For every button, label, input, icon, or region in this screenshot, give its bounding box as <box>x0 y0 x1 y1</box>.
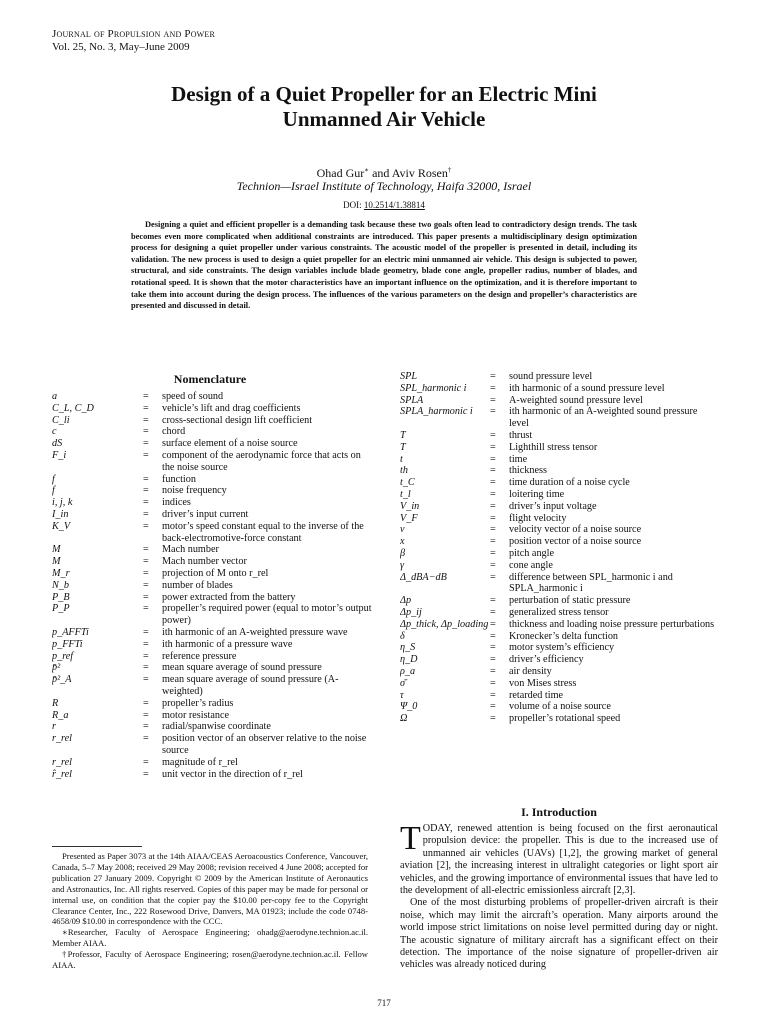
nomenclature-entry <box>52 651 372 663</box>
nomenclature-symbol: t <box>400 453 403 465</box>
equals-sign: = <box>490 394 496 406</box>
nomenclature-symbol: SPLA <box>400 394 424 406</box>
nomenclature-symbol: P_B <box>52 591 70 603</box>
nomenclature-symbol: t_C <box>400 477 415 489</box>
nomenclature-entry <box>400 430 718 442</box>
nomenclature-symbol: R <box>52 697 59 709</box>
nomenclature-symbol: th <box>400 465 408 477</box>
footnote-author-1: ∗Researcher, Faculty of Aerospace Engineering; ohadg@aerodyne.technion.ac.il. Member AIAA. <box>52 927 368 949</box>
introduction-text <box>400 820 718 972</box>
doi-link[interactable]: 10.2514/1.38814 <box>363 200 425 210</box>
nomenclature-entry <box>400 595 718 607</box>
nomenclature-symbol: τ <box>400 689 404 701</box>
nomenclature-entry <box>52 568 372 580</box>
nomenclature-entry <box>52 497 372 509</box>
journal-issue: Vol. 25, No. 3, May–June 2009 <box>52 41 190 53</box>
nomenclature-definition: Kronecker’s delta function <box>509 630 619 642</box>
nomenclature-entry <box>52 403 372 415</box>
nomenclature-definition: number of blades <box>162 579 233 591</box>
nomenclature-entry <box>52 627 372 639</box>
equals-sign: = <box>490 524 496 536</box>
nomenclature-definition: propeller’s radius <box>162 697 234 709</box>
nomenclature-entry <box>52 757 372 769</box>
equals-sign: = <box>490 465 496 477</box>
equals-sign: = <box>143 567 149 579</box>
nomenclature-definition: motor system’s efficiency <box>509 642 615 654</box>
nomenclature-entry <box>400 560 718 572</box>
title-line-2: Unmanned Air Vehicle <box>282 107 486 131</box>
nomenclature-entry <box>52 474 372 486</box>
nomenclature-definition: mean square average of sound pressure <box>162 662 322 674</box>
equals-sign: = <box>143 508 149 520</box>
nomenclature-entry <box>400 371 718 383</box>
nomenclature-symbol: C_li <box>52 414 70 426</box>
equals-sign: = <box>143 709 149 721</box>
nomenclature-entry <box>52 603 372 627</box>
equals-sign: = <box>143 721 149 733</box>
equals-sign: = <box>490 654 496 666</box>
equals-sign: = <box>490 488 496 500</box>
nomenclature-symbol: v <box>400 524 405 536</box>
author-1: Ohad Gur <box>316 166 365 180</box>
nomenclature-definition: air density <box>509 665 552 677</box>
nomenclature-symbol: V_in <box>400 500 420 512</box>
equals-sign: = <box>490 382 496 394</box>
nomenclature-symbol: β <box>400 547 406 559</box>
nomenclature-symbol: t_l <box>400 488 411 500</box>
equals-sign: = <box>143 756 149 768</box>
nomenclature-definition: component of the aerodynamic force that acts on the noise source <box>162 449 361 473</box>
nomenclature-symbol: M <box>52 556 61 568</box>
nomenclature-entry <box>400 713 718 725</box>
intro-paragraph-1: ODAY, renewed attention is being focused on the first aeronautical propulsion device: the propeller. This is due to the increased use of unmanned air vehicles (UAVs) [1,2], the growing market of general aviation [2], the increasing interest in ultralight categories or light sport air vehicles, and the growing importance of environmental issues that have led to the development of all-electric emissionless aircraft [2,3]. <box>400 823 718 897</box>
nomenclature-entry <box>52 485 372 497</box>
nomenclature-symbol: T <box>400 429 406 441</box>
equals-sign: = <box>143 414 149 426</box>
nomenclature-symbol: Ω <box>400 713 408 725</box>
nomenclature-entry <box>400 678 718 690</box>
nomenclature-symbol: F_i <box>52 449 67 461</box>
nomenclature-symbol: K_V <box>52 520 71 532</box>
nomenclature-symbol: V_F <box>400 512 418 524</box>
nomenclature-symbol: Ψ_0 <box>400 701 418 713</box>
nomenclature-symbol: i, j, k <box>52 497 73 509</box>
intro-paragraph-2: One of the most disturbing problems of propeller-driven aircraft is their noise, which may limit the aircraft’s operation. Many airports around the world impose strict limitations on noise level permitted during day or night. The acoustic signature of military aircraft has a significant effect on their detection. The importance of the noise signature of propeller-driven air vehicles was already noticed during <box>400 897 718 971</box>
nomenclature-entry <box>400 654 718 666</box>
equals-sign: = <box>143 768 149 780</box>
nomenclature-definition: reference pressure <box>162 650 237 662</box>
nomenclature-definition: flight velocity <box>509 512 567 524</box>
nomenclature-definition: ith harmonic of an A-weighted pressure wave <box>162 626 348 638</box>
drop-cap: T <box>400 820 421 857</box>
nomenclature-heading: Nomenclature <box>173 372 247 386</box>
nomenclature-definition: velocity vector of a noise source <box>509 524 642 536</box>
nomenclature-entry <box>400 442 718 454</box>
nomenclature-symbol: x <box>400 536 405 548</box>
nomenclature-definition: indices <box>162 497 191 509</box>
equals-sign: = <box>143 438 149 450</box>
nomenclature-entry <box>400 395 718 407</box>
nomenclature-definition: driver’s input voltage <box>509 500 597 512</box>
nomenclature-symbol: a <box>52 391 58 402</box>
equals-sign: = <box>490 477 496 489</box>
nomenclature-entry <box>400 666 718 678</box>
nomenclature-entry <box>400 383 718 395</box>
nomenclature-entry <box>52 710 372 722</box>
equals-sign: = <box>143 626 149 638</box>
equals-sign: = <box>490 536 496 548</box>
nomenclature-symbol: p_ref <box>52 650 74 662</box>
nomenclature-definition: retarded time <box>509 689 564 701</box>
equals-sign: = <box>490 595 496 607</box>
nomenclature-definition: sound pressure level <box>509 371 593 382</box>
nomenclature-definition: thrust <box>509 429 533 441</box>
nomenclature-entry <box>400 489 718 501</box>
nomenclature-definition: time duration of a noise cycle <box>509 477 630 489</box>
nomenclature-entry <box>52 391 372 403</box>
nomenclature-definition: propeller’s rotational speed <box>509 713 621 725</box>
title-line-1: Design of a Quiet Propeller for an Electric Mini <box>171 82 597 106</box>
nomenclature-symbol: C_L, C_D <box>52 402 94 414</box>
nomenclature-entry <box>52 415 372 427</box>
nomenclature-definition: thickness and loading noise pressure perturbations <box>509 618 715 630</box>
nomenclature-symbol: T <box>400 441 406 453</box>
equals-sign: = <box>143 674 149 686</box>
equals-sign: = <box>490 371 496 382</box>
nomenclature-symbol: SPL <box>400 371 417 382</box>
nomenclature-definition: pitch angle <box>509 547 554 559</box>
nomenclature-definition: unit vector in the direction of r_rel <box>162 768 303 780</box>
nomenclature-symbol: γ <box>400 559 405 571</box>
nomenclature-definition: motor resistance <box>162 709 230 721</box>
equals-sign: = <box>490 630 496 642</box>
equals-sign: = <box>143 579 149 591</box>
equals-sign: = <box>490 677 496 689</box>
nomenclature-entry <box>400 501 718 513</box>
equals-sign: = <box>490 571 496 583</box>
nomenclature-symbol: Δp_ij <box>400 606 422 618</box>
equals-sign: = <box>490 406 496 418</box>
nomenclature-entry <box>400 513 718 525</box>
equals-sign: = <box>490 512 496 524</box>
equals-sign: = <box>490 547 496 559</box>
equals-sign: = <box>490 429 496 441</box>
nomenclature-symbol: r_rel <box>52 733 72 745</box>
doi <box>60 200 708 210</box>
nomenclature-definition: position vector of an observer relative to the noise source <box>162 733 367 756</box>
footnote-author-2: †Professor, Faculty of Aerospace Engineering; rosen@aerodyne.technion.ac.il. Fellow AIAA. <box>52 949 368 971</box>
nomenclature-definition: chord <box>162 426 186 438</box>
nomenclature-symbol: N_b <box>52 579 69 591</box>
nomenclature-entry <box>52 674 372 698</box>
nomenclature-symbol: f <box>52 473 55 485</box>
nomenclature-symbol: P_P <box>52 603 70 615</box>
equals-sign: = <box>490 642 496 654</box>
nomenclature-symbol: M_r <box>52 567 70 579</box>
nomenclature-symbol: Δp_thick, Δp_loading <box>400 618 489 630</box>
footnote-presented: Presented as Paper 3073 at the 14th AIAA/CEAS Aeroacoustics Conference, Vancouver, Canada, 5–7 May 2008; received 29 May 2008; revision received 4 June 2008; accepted for publication 27 January 2009. Copyright © 2009 by the American Institute of Aeronautics and Astronautics, Inc. All rights reserved. Copies of this paper may be made for personal or internal use, on condition that the copier pay the $10.00 per-copy fee to the Copyright Clearance Center, Inc., 222 Rosewood Drive, Danvers, MA 01923; include the code 0748-4658/09 $10.00 in correspondence with the CCC. <box>52 851 368 927</box>
nomenclature-symbol: f <box>52 485 55 497</box>
equals-sign: = <box>490 701 496 713</box>
nomenclature-symbol: Δ_dBA−dB <box>400 571 447 583</box>
nomenclature-symbol: Δp <box>400 595 412 607</box>
paper-title <box>60 82 708 132</box>
author-2: Aviv Rosen <box>391 166 448 180</box>
nomenclature-definition: ith harmonic of a sound pressure level <box>509 382 665 394</box>
nomenclature-definition: difference between SPL_harmonic i and SPLA_harmonic i <box>509 571 673 595</box>
nomenclature-entry <box>52 544 372 556</box>
equals-sign: = <box>490 689 496 701</box>
nomenclature-entry <box>52 639 372 651</box>
nomenclature-entry <box>400 631 718 643</box>
equals-sign: = <box>490 665 496 677</box>
affiliation: Technion—Israel Institute of Technology, Haifa 32000, Israel <box>236 179 532 193</box>
nomenclature-definition: generalized stress tensor <box>509 606 609 618</box>
nomenclature-symbol: R_a <box>52 709 69 721</box>
nomenclature-definition: surface element of a noise source <box>162 438 298 450</box>
nomenclature-definition: ith harmonic of an A-weighted sound pressure level <box>509 406 698 430</box>
equals-sign: = <box>490 618 496 630</box>
nomenclature-entry <box>52 509 372 521</box>
nomenclature-entry <box>400 690 718 702</box>
equals-sign: = <box>143 638 149 650</box>
nomenclature-definition: thickness <box>509 465 547 477</box>
nomenclature-definition: noise frequency <box>162 485 227 497</box>
nomenclature-definition: driver’s input current <box>162 508 249 520</box>
nomenclature-definition: ith harmonic of a pressure wave <box>162 638 293 650</box>
nomenclature-definition: volume of a noise source <box>509 701 611 713</box>
nomenclature-entry <box>52 721 372 733</box>
nomenclature-entry <box>52 662 372 674</box>
nomenclature-definition: mean square average of sound pressure (A-weighted) <box>162 674 339 697</box>
nomenclature-entry <box>52 450 372 474</box>
equals-sign: = <box>143 650 149 662</box>
author-2-mark[interactable]: † <box>447 166 452 174</box>
nomenclature-symbol: η_S <box>400 642 416 654</box>
nomenclature-entry <box>52 769 372 781</box>
nomenclature-entry <box>52 556 372 568</box>
equals-sign: = <box>143 485 149 497</box>
nomenclature-entry <box>400 536 718 548</box>
nomenclature-definition: von Mises stress <box>509 677 577 689</box>
nomenclature-symbol: η_D <box>400 654 418 666</box>
nomenclature-entry <box>52 592 372 604</box>
nomenclature-definition: Mach number vector <box>162 556 247 568</box>
equals-sign: = <box>490 559 496 571</box>
nomenclature-definition: Mach number <box>162 544 219 556</box>
nomenclature-definition: perturbation of static pressure <box>509 595 631 607</box>
nomenclature-definition: Lighthill stress tensor <box>509 441 598 453</box>
nomenclature-left <box>52 391 372 780</box>
nomenclature-definition: time <box>509 453 528 465</box>
nomenclature-symbol: SPL_harmonic i <box>400 382 467 394</box>
equals-sign: = <box>143 520 149 532</box>
nomenclature-definition: cross-sectional design lift coefficient <box>162 414 313 426</box>
journal-name: Journal of Propulsion and Power <box>52 28 216 40</box>
nomenclature-symbol: p_AFFTi <box>52 626 89 638</box>
nomenclature-entry <box>400 524 718 536</box>
nomenclature-symbol: r̂_rel <box>52 768 72 780</box>
footnote-rule <box>52 846 142 847</box>
equals-sign: = <box>490 453 496 465</box>
nomenclature-definition: cone angle <box>509 559 553 571</box>
abstract: Designing a quiet and efficient propeller is a demanding task because these two goals often lead to contradictory design trends. The task becomes even more complicated when additional constraints are introduced. This paper presents a multidisciplinary design optimization process for designing a quiet propeller under various constraints. The acoustic model of the propeller is presented in detail, including its validation. The new process is used to design a quiet propeller for an electric mini unmanned air vehicle. This design is subjected to power, structural, and side constraints. The design variables include blade geometry, blade cone angle, propeller radius, number of blades, and rotational speed. It is shown that the motor characteristics have an important influence on the optimization, and it is therefore important to take them into account during the design process. The influences of the various parameters on the design and propeller’s characteristics are presented and discussed in detail. <box>131 220 637 311</box>
equals-sign: = <box>143 391 149 402</box>
nomenclature-definition: loitering time <box>509 488 565 500</box>
page-number: 717 <box>377 998 391 1008</box>
nomenclature-entry <box>400 477 718 489</box>
equals-sign: = <box>143 402 149 414</box>
equals-sign: = <box>490 441 496 453</box>
nomenclature-entry <box>52 733 372 757</box>
nomenclature-definition: propeller’s required power (equal to motor’s output power) <box>162 603 372 627</box>
nomenclature-symbol: p̄²_A <box>52 674 72 686</box>
nomenclature-symbol: SPLA_harmonic i <box>400 406 473 418</box>
nomenclature-definition: power extracted from the battery <box>162 591 296 603</box>
equals-sign: = <box>490 713 496 725</box>
nomenclature-symbol: I_in <box>52 508 69 520</box>
nomenclature-symbol: r <box>52 721 56 733</box>
nomenclature-symbol: r_rel <box>52 756 72 768</box>
nomenclature-entry <box>400 548 718 560</box>
nomenclature-entry <box>400 607 718 619</box>
nomenclature-definition: motor’s speed constant equal to the inverse of the back-electromotive-force constant <box>162 520 364 544</box>
nomenclature-definition: vehicle’s lift and drag coefficients <box>162 402 301 414</box>
equals-sign: = <box>143 733 149 745</box>
nomenclature-symbol: δ <box>400 630 405 642</box>
nomenclature-definition: speed of sound <box>162 391 224 402</box>
nomenclature-entry <box>400 454 718 466</box>
authors-and: and <box>369 166 392 180</box>
nomenclature-symbol: dS <box>52 438 63 450</box>
nomenclature-entry <box>400 572 718 596</box>
footnotes <box>52 851 368 971</box>
journal-header <box>52 28 215 54</box>
equals-sign: = <box>143 603 149 615</box>
equals-sign: = <box>143 697 149 709</box>
nomenclature-entry <box>400 619 718 631</box>
nomenclature-entry <box>400 406 718 430</box>
nomenclature-symbol: ρ_a <box>400 665 416 677</box>
equals-sign: = <box>143 544 149 556</box>
nomenclature-entry <box>400 642 718 654</box>
section-heading-introduction: I. Introduction <box>521 805 597 819</box>
nomenclature-entry <box>52 438 372 450</box>
equals-sign: = <box>143 591 149 603</box>
equals-sign: = <box>143 556 149 568</box>
equals-sign: = <box>143 497 149 509</box>
equals-sign: = <box>490 606 496 618</box>
nomenclature-definition: position vector of a noise source <box>509 536 642 548</box>
nomenclature-definition: magnitude of r_rel <box>162 756 238 768</box>
doi-label: DOI: <box>343 200 364 210</box>
nomenclature-entry <box>52 426 372 438</box>
nomenclature-symbol: c <box>52 426 57 438</box>
nomenclature-entry <box>52 521 372 545</box>
equals-sign: = <box>143 662 149 674</box>
nomenclature-definition: function <box>162 473 196 485</box>
nomenclature-entry <box>52 580 372 592</box>
nomenclature-definition: radial/spanwise coordinate <box>162 721 271 733</box>
nomenclature-definition: projection of M onto r_rel <box>162 567 269 579</box>
equals-sign: = <box>490 500 496 512</box>
nomenclature-symbol: σ̄ <box>400 677 406 689</box>
nomenclature-right <box>400 371 718 725</box>
nomenclature-definition: A-weighted sound pressure level <box>509 394 643 406</box>
equals-sign: = <box>143 426 149 438</box>
equals-sign: = <box>143 473 149 485</box>
nomenclature-symbol: M <box>52 544 61 556</box>
nomenclature-entry <box>400 701 718 713</box>
nomenclature-entry <box>400 465 718 477</box>
nomenclature-entry <box>52 698 372 710</box>
nomenclature-symbol: p̄² <box>52 662 61 674</box>
nomenclature-symbol: p_FFTi <box>52 638 83 650</box>
nomenclature-definition: driver’s efficiency <box>509 654 584 666</box>
author-1-mark[interactable]: ∗ <box>364 166 370 174</box>
equals-sign: = <box>143 449 149 461</box>
